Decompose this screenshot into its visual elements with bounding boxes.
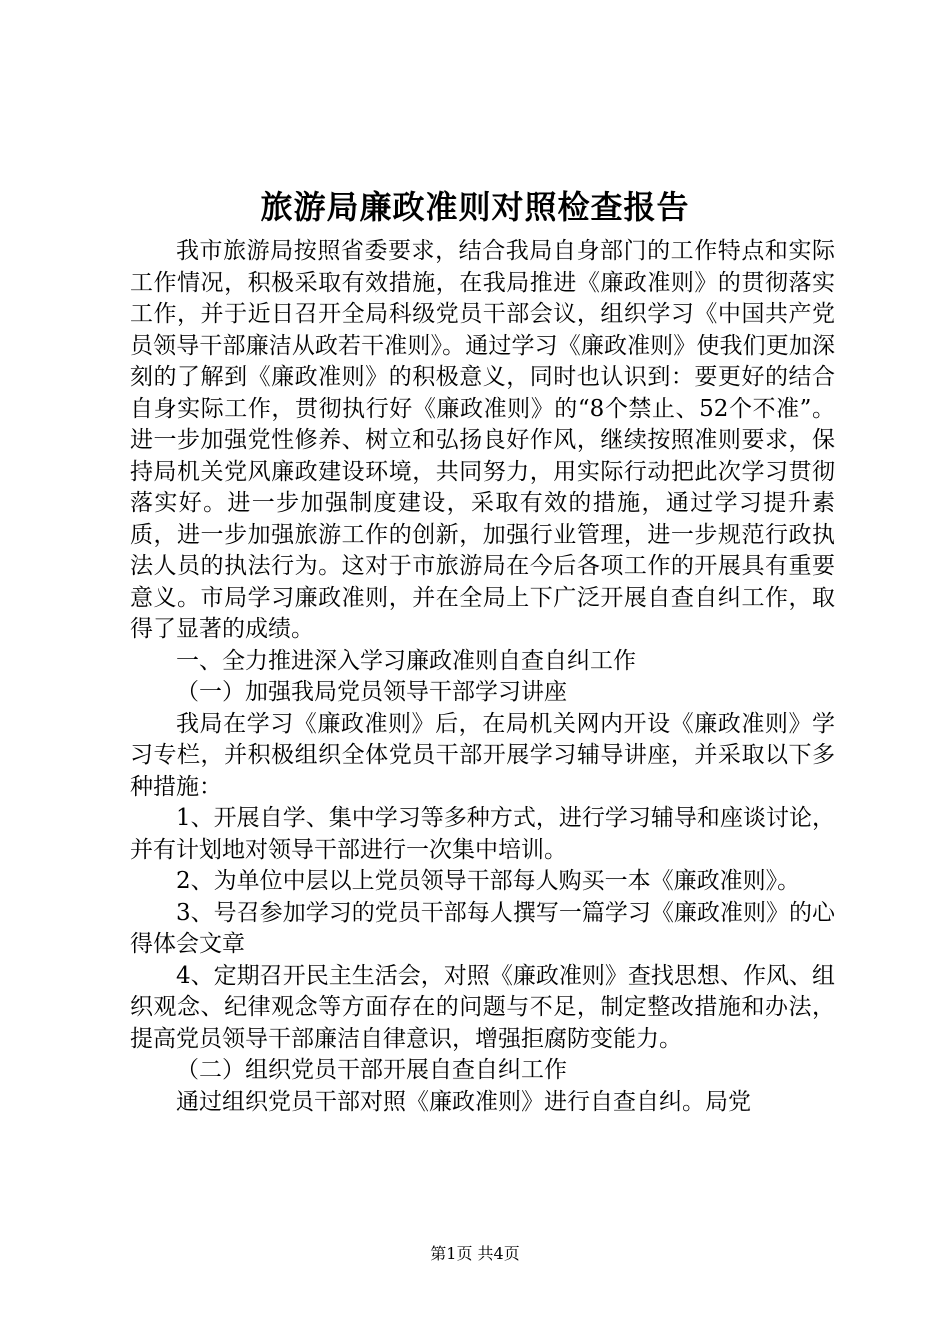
- document-body: [130, 236, 835, 1118]
- subsection-heading-1: （一）加强我局党员领导干部学习讲座: [176, 679, 567, 705]
- subsection-heading-2: （二）组织党员干部开展自查自纠工作: [176, 1057, 567, 1083]
- paragraph-measures: 我局在学习《廉政准则》后，在局机关网内开设《廉政准则》学习专栏，并积极组织全体党员干部开展学习辅导讲座，并采取以下多种措施：: [130, 710, 835, 800]
- paragraph-self-check: 通过组织党员干部对照《廉政准则》进行自查自纠。局党: [176, 1088, 751, 1115]
- section-heading-1: 一、全力推进深入学习廉政准则自查自纠工作: [176, 647, 636, 674]
- paragraph-intro: 我市旅游局按照省委要求，结合我局自身部门的工作特点和实际工作情况，积极采取有效措施，在我局推进《廉政准则》的贯彻落实工作，并于近日召开全局科级党员干部会议，组织学习《中国共产党员领导干部廉洁从政若干准则》。通过学习《廉政准则》使我们更加深刻的了解到《廉政准则》的积极意义，同时也认识到：要更好的结合自身实际工作，贯彻执行好《廉政准则》的“8个禁止、52个不准”。进一步加强党性修养、树立和弘扬良好作风，继续按照准则要求，保持局机关党风廉政建设环境，共同努力，用实际行动把此次学习贯彻落实好。进一步加强制度建设，采取有效的措施，通过学习提升素质，进一步加强旅游工作的创新，加强行业管理，进一步规范行政执法人员的执法行为。这对于市旅游局在今后各项工作的开展具有重要意义。市局学习廉政准则，并在全局上下广泛开展自查自纠工作，取得了显著的成绩。: [130, 238, 835, 642]
- list-item-1: 1、开展自学、集中学习等多种方式，进行学习辅导和座谈讨论，并有计划地对领导干部进行一次集中培训。: [130, 805, 835, 863]
- list-item-4: 4、定期召开民主生活会，对照《廉政准则》查找思想、作风、组织观念、纪律观念等方面存在的问题与不足，制定整改措施和办法，提高党员领导干部廉洁自律意识，增强拒腐防变能力。: [130, 962, 835, 1052]
- list-item-2: 2、为单位中层以上党员领导干部每人购买一本《廉政准则》。: [176, 868, 801, 894]
- list-item-3: 3、号召参加学习的党员干部每人撰写一篇学习《廉政准则》的心得体会文章: [130, 899, 835, 957]
- page-footer: 第1页 共4页: [430, 1244, 520, 1263]
- document-title: 旅游局廉政准则对照检查报告: [260, 188, 690, 226]
